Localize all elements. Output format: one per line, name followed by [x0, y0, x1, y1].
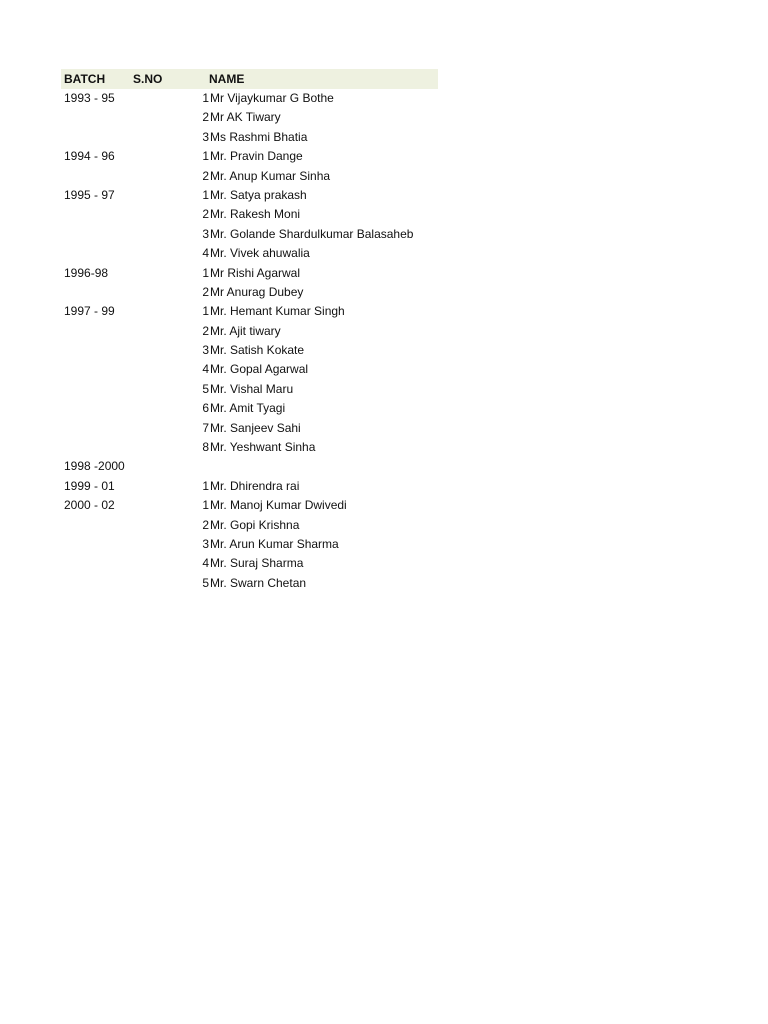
table-row: [61, 244, 438, 263]
table-row: [61, 225, 438, 244]
sno-cell: 1: [202, 187, 209, 202]
header-name: NAME: [209, 72, 245, 86]
sno-cell: 1: [202, 498, 209, 513]
batch-cell: 1998 -2000: [64, 459, 125, 474]
table-row: [61, 89, 438, 108]
name-cell: Mr. Gopal Agarwal: [210, 362, 309, 377]
name-cell: Mr AK Tiwary: [210, 110, 281, 125]
table-row: [61, 574, 438, 593]
name-cell: Mr. Anup Kumar Sinha: [210, 168, 331, 183]
table-row: [61, 419, 438, 438]
name-cell: Mr. Vishal Maru: [210, 381, 294, 396]
table-row: [61, 516, 438, 535]
header-batch: BATCH: [64, 72, 106, 86]
sno-cell: 1: [202, 265, 209, 280]
sno-cell: 3: [202, 536, 209, 551]
name-cell: Mr. Dhirendra rai: [210, 478, 300, 493]
table-row: [61, 283, 438, 302]
name-cell: Mr. Suraj Sharma: [210, 556, 304, 571]
table-row: [61, 167, 438, 186]
sno-cell: 3: [202, 343, 209, 358]
sno-cell: 4: [202, 362, 209, 377]
name-cell: Mr. Manoj Kumar Dwivedi: [210, 498, 347, 513]
table-row: [61, 341, 438, 360]
name-cell: Mr Vijaykumar G Bothe: [210, 91, 334, 105]
table-row: [61, 477, 438, 496]
name-cell: Mr Rishi Agarwal: [210, 265, 301, 280]
sno-cell: 2: [202, 284, 209, 299]
batch-cell: 1995 - 97: [64, 187, 115, 202]
table-row: [61, 380, 438, 399]
table-row: [61, 438, 438, 457]
table-row: [61, 264, 438, 283]
sno-cell: 1: [202, 478, 209, 493]
sno-cell: 8: [202, 440, 209, 455]
batch-cell: 1996-98: [64, 265, 109, 280]
header-sno: S.NO: [133, 72, 163, 86]
table-row: [61, 302, 438, 321]
name-cell: Mr Anurag Dubey: [210, 284, 304, 299]
sno-cell: 3: [202, 129, 209, 144]
sno-cell: 1: [202, 91, 209, 105]
table-row: [61, 360, 438, 379]
name-cell: Mr. Satish Kokate: [210, 343, 305, 358]
sno-cell: 6: [202, 401, 209, 416]
sno-cell: 1: [202, 304, 209, 319]
name-cell: Mr. Golande Shardulkumar Balasaheb: [210, 226, 414, 241]
batch-cell: 1993 - 95: [64, 91, 115, 105]
table-row: [61, 535, 438, 554]
name-cell: Mr. Satya prakash: [210, 187, 307, 202]
sno-cell: 7: [202, 420, 209, 435]
name-cell: Mr. Pravin Dange: [210, 149, 303, 164]
table-row: [61, 186, 438, 205]
sno-cell: 1: [202, 149, 209, 164]
table-row: [61, 108, 438, 127]
table-body: [61, 89, 438, 593]
table-row: [61, 457, 438, 476]
batch-cell: 1994 - 96: [64, 149, 115, 164]
sno-cell: 2: [202, 168, 209, 183]
sno-cell: 2: [202, 207, 209, 222]
sno-cell: 3: [202, 226, 209, 241]
table-row: [61, 147, 438, 166]
name-cell: Mr. Arun Kumar Sharma: [210, 536, 339, 551]
table-row: [61, 554, 438, 573]
batch-cell: 1997 - 99: [64, 304, 115, 319]
table-row: [61, 128, 438, 147]
name-cell: Mr. Swarn Chetan: [210, 575, 307, 590]
sno-cell: 2: [202, 517, 209, 532]
name-cell: Mr. Hemant Kumar Singh: [210, 304, 345, 319]
sno-cell: 2: [202, 323, 209, 338]
table-header-row: [61, 69, 438, 89]
table-row: [61, 322, 438, 341]
batch-cell: 2000 - 02: [64, 498, 115, 513]
name-cell: Mr. Ajit tiwary: [210, 323, 281, 338]
name-cell: Mr. Rakesh Moni: [210, 207, 301, 222]
name-cell: Mr. Vivek ahuwalia: [210, 246, 310, 261]
sno-cell: 4: [202, 246, 209, 261]
batch-cell: 1999 - 01: [64, 478, 115, 493]
sno-cell: 5: [202, 575, 209, 590]
table-row: [61, 496, 438, 515]
name-cell: Mr. Yeshwant Sinha: [210, 440, 316, 455]
name-cell: Mr. Amit Tyagi: [210, 401, 286, 416]
sno-cell: 4: [202, 556, 209, 571]
name-cell: Mr. Sanjeev Sahi: [210, 420, 301, 435]
sno-cell: 5: [202, 381, 209, 396]
table-row: [61, 399, 438, 418]
sno-cell: 2: [202, 110, 209, 125]
table-row: [61, 205, 438, 224]
name-cell: Ms Rashmi Bhatia: [210, 129, 308, 144]
name-cell: Mr. Gopi Krishna: [210, 517, 300, 532]
